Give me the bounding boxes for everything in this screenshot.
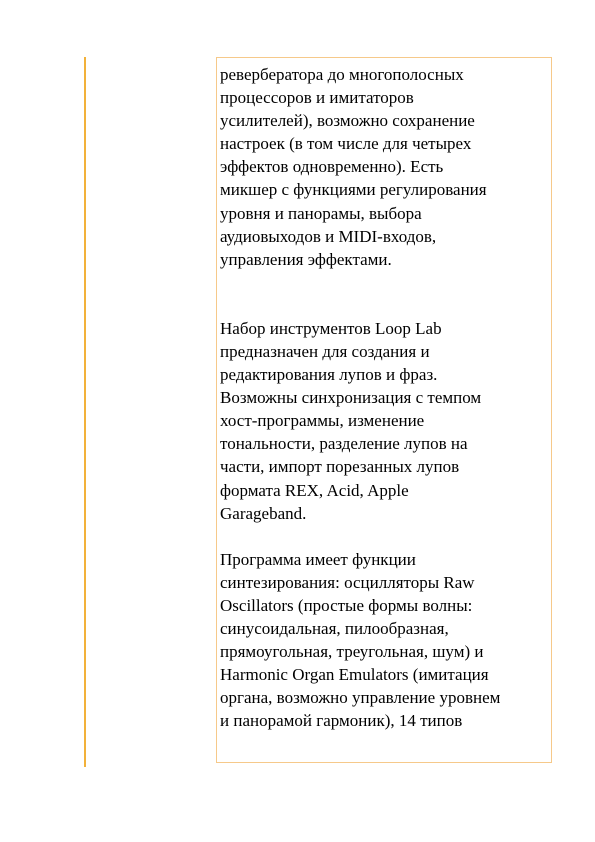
text-line: части, импорт порезанных лупов [220,457,460,477]
paragraph-spacer [220,525,550,548]
text-line: уровня и панорамы, выбора [220,203,422,223]
text-line: формата REX, Acid, Apple [220,480,409,500]
text-line: процессоров и имитаторов [220,88,414,108]
text-line: тональности, разделение лупов на [220,434,468,454]
text-line: управления эффектами. [220,249,392,269]
paragraph-loop-lab [220,317,550,525]
text-line: ревербератора до многополосных [220,65,464,84]
text-line: хост-программы, изменение [220,411,425,431]
text-line: Программа имеет функции [220,549,416,569]
text-line: прямоугольная, треугольная, шум) и [220,642,484,662]
text-line: аудиовыходов и MIDI-входов, [220,226,437,246]
text-column [220,63,550,732]
text-line: Harmonic Organ Emulators (имитация [220,665,489,685]
text-line: Возможны синхронизация с темпом [220,388,482,408]
paragraph-synthesis [220,548,550,733]
left-margin-rule [84,57,86,767]
paragraph-spacer [220,271,550,317]
text-line: усилителей), возможно сохранение [220,111,475,131]
text-line: органа, возможно управление уровнем [220,688,501,708]
text-line: редактирования лупов и фраз. [220,365,438,385]
text-line: синусоидальная, пилообразная, [220,618,449,638]
paragraph-effects-mixer [220,63,550,271]
text-line: Oscillators (простые формы волны: [220,595,473,615]
text-line: предназначен для создания и [220,341,430,361]
text-line: и панорамой гармоник), 14 типов [220,711,463,731]
text-line: эффектов одновременно). Есть [220,157,444,177]
text-line: микшер с функциями регулирования [220,180,487,200]
text-line: Garageband. [220,503,307,523]
text-line: синтезирования: осцилляторы Raw [220,572,475,592]
text-line: настроек (в том числе для четырех [220,134,472,154]
text-line: Набор инструментов Loop Lab [220,318,442,338]
